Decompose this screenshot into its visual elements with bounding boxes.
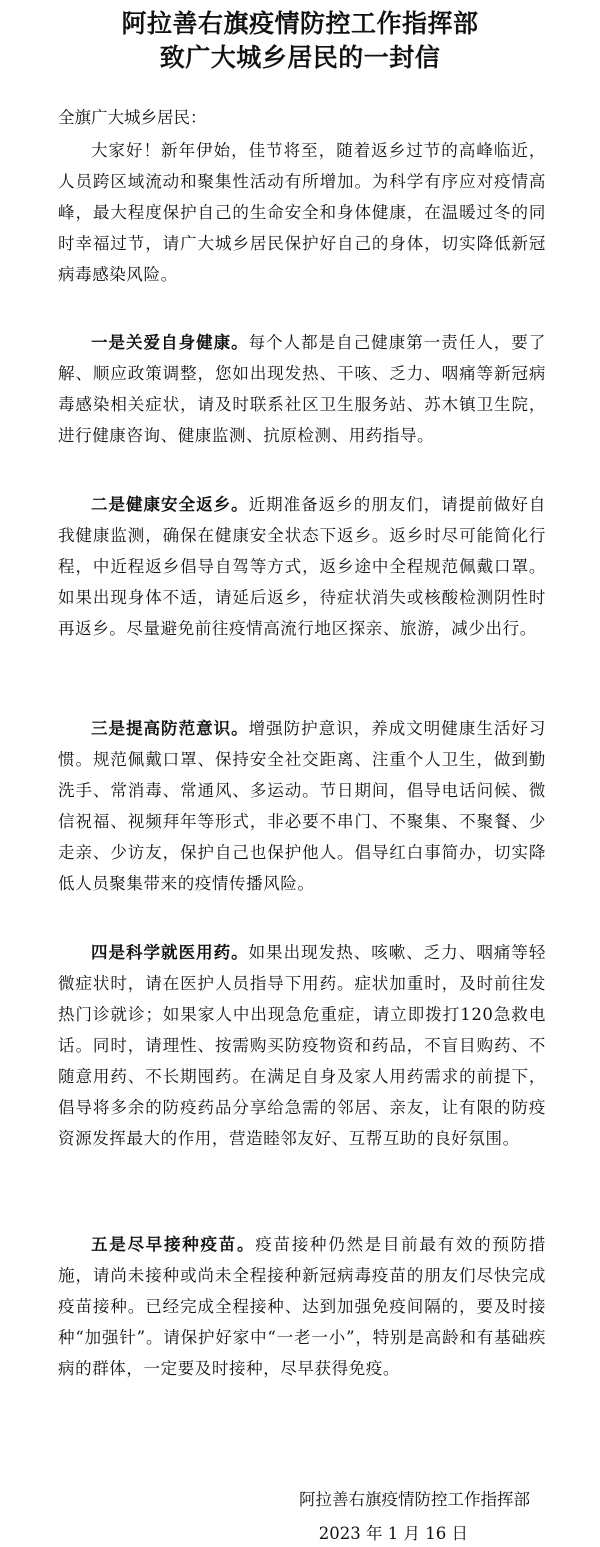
section-heading: 二是健康安全返乡。 [91,495,249,514]
section-body: 增强防护意识，养成文明健康生活好习惯。规范佩戴口罩、保持安全社交距离、注重个人卫生，做到勤洗手、常消毒、常通风、多运动。节日期间，倡导电话问候、微信祝福、视频拜年等形式，非必要不串门、不聚集、不聚餐、少走亲、少访友，保护自己也保护他人。倡导红白事简办，切实降低人员聚集带来的疫情传播风险。 [58,719,546,893]
section-heading: 三是提高防范意识。 [91,719,249,738]
document-title-line1: 阿拉善右旗疫情防控工作指挥部 [121,9,479,38]
signature-date: 2023 年 1 月 16 日 [318,1524,468,1543]
section-heading: 五是尽早接种疫苗。 [91,1235,256,1254]
section-body: 如果出现发热、咳嗽、乏力、咽痛等轻微症状时，请在医护人员指导下用药。症状加重时，及时前往发热门诊就诊；如果家人中出现急危重症，请立即拨打120急救电话。同时，请理性、按需购买防疫物资和药品，不盲目购药、不随意用药、不长期囤药。在满足自身及家人用药需求的前提下，倡导将多余的防疫药品分享给急需的邻居、亲友，让有限的防疫资源发挥最大的作用，营造睦邻友好、互帮互助的良好氛围。 [58,943,546,1148]
section-medical-care [58,937,546,1154]
intro-paragraph: 大家好！新年伊始，佳节将至，随着返乡过节的高峰临近，人员跨区域流动和聚集性活动有所增加。为科学有序应对疫情高峰，最大程度保护自己的生命安全和身体健康，在温暖过冬的同时幸福过节，请广大城乡居民保护好自己的身体，切实降低新冠病毒感染风险。 [58,141,546,284]
section-health-care [58,327,546,451]
section-body: 每个人都是自己健康第一责任人，要了解、顺应政策调整，您如出现发热、干咳、乏力、咽痛等新冠病毒感染相关症状，请及时联系社区卫生服务站、苏木镇卫生院，进行健康咨询、健康监测、抗原检测、用药指导。 [58,333,546,445]
section-body: 近期准备返乡的朋友们，请提前做好自我健康监测，确保在健康安全状态下返乡。返乡时尽可能简化行程，中近程返乡倡导自驾等方式，返乡途中全程规范佩戴口罩。如果出现身体不适，请延后返乡，待症状消失或核酸检测阴性时再返乡。尽量避免前往疫情高流行地区探亲、旅游，减少出行。 [58,495,546,638]
section-prevention-awareness [58,713,546,899]
salutation: 全旗广大城乡居民： [58,108,207,127]
section-body: 疫苗接种仍然是目前最有效的预防措施，请尚未接种或尚未全程接种新冠病毒疫苗的朋友们尽快完成疫苗接种。已经完成全程接种、达到加强免疫间隔的，要及时接种“加强针”。请保护好家中“一老一小”，特别是高龄和有基础疾病的群体，一定要及时接种，尽早获得免疫。 [58,1235,546,1378]
section-vaccination [58,1229,546,1384]
section-safe-return [58,489,546,644]
section-heading: 四是科学就医用药。 [91,943,249,962]
document-title-line2: 致广大城乡居民的一封信 [159,43,441,72]
signature-organization: 阿拉善右旗疫情防控工作指挥部 [299,1490,530,1509]
section-heading: 一是关爱自身健康。 [91,333,249,352]
